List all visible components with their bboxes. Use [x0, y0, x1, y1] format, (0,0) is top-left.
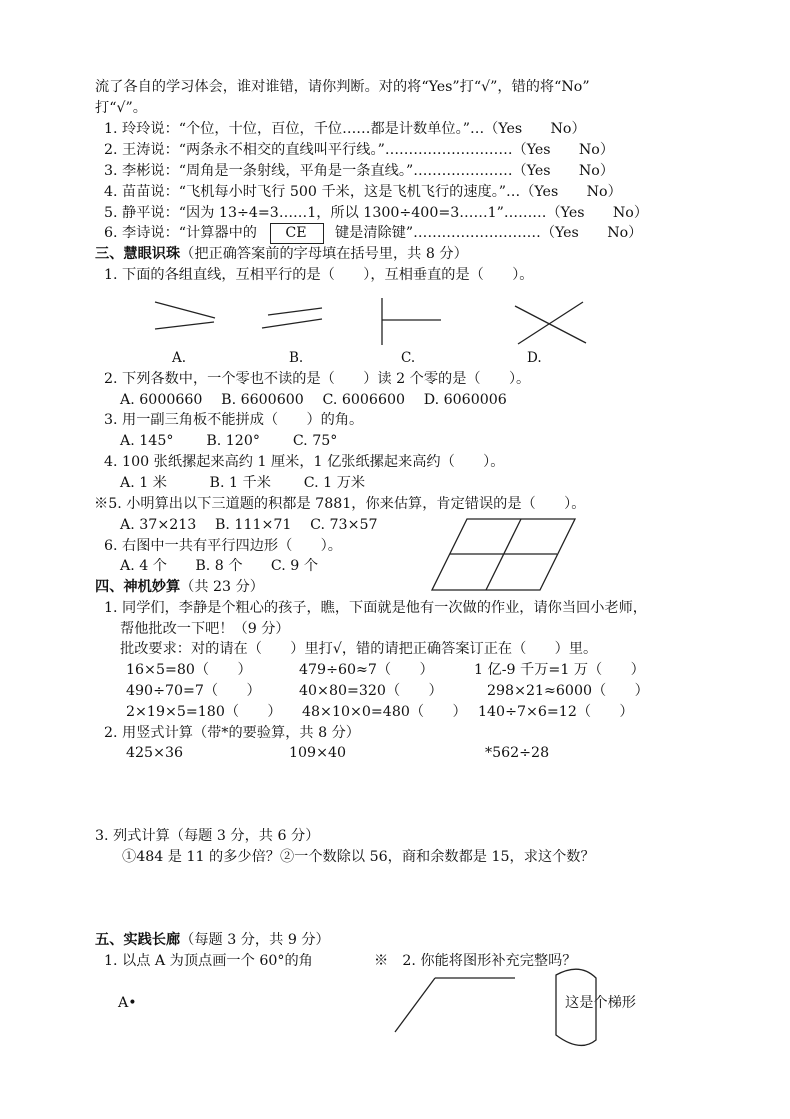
vertical-calc-item: 109×40	[289, 745, 347, 761]
question-4-3-text: ①484 是 11 的多少倍？②一个数除以 56，商和余数都是 15，求这个数？	[122, 849, 595, 865]
question-4-1-line-1: 1. 同学们，李静是个粗心的孩子，瞧，下面就是他有一次做的作业，请你当回小老师，	[104, 600, 647, 616]
calc-item: 490÷70=7（ ）	[126, 683, 261, 699]
incomplete-trapezoid	[395, 978, 515, 1032]
question-4-3: 3. 列式计算（每题 3 分，共 6 分）	[95, 828, 320, 844]
figure-label-a: A.	[172, 350, 187, 366]
question-3-4-options: A. 1 米 B. 1 千米 C. 1 万米	[120, 475, 366, 491]
section-3-note: （把正确答案前的字母填在括号里，共 8 分）	[180, 246, 468, 262]
question-5-1: 1. 以点 A 为顶点画一个 60°的角	[104, 953, 313, 969]
question-3-4: 4. 100 张纸摞起来高约 1 厘米，1 亿张纸摞起来高约（ ）。	[104, 454, 505, 470]
question-3-3: 3. 用一副三角板不能拼成（ ）的角。	[104, 412, 364, 428]
judge-item: 5. 静平说：“因为 13÷4=3……1，所以 1300÷400=3……1”………（Yes No）	[104, 205, 649, 221]
question-3-5: ※5. 小明算出以下三道题的积都是 7881，你来估算，肯定错误的是（ ）。	[94, 496, 586, 512]
question-3-2: 2. 下列各数中，一个零也不读的是（ ）读 2 个零的是（ ）。	[104, 371, 531, 387]
calc-item: 2×19×5=180（ ）	[126, 704, 282, 720]
question-4-2: 2. 用竖式计算（带*的要验算，共 8 分）	[104, 725, 360, 741]
figure-c	[382, 298, 441, 345]
judge-item: 6. 李诗说：“计算器中的 CE 键是清除键”………………………（Yes No）	[104, 225, 643, 241]
point-a-label: A•	[118, 995, 137, 1011]
question-5-2: ※ 2. 你能将图形补充完整吗？	[374, 953, 577, 969]
section-4-note: （共 23 分）	[180, 579, 264, 595]
calc-item: 48×10×0=480（ ）	[302, 704, 467, 720]
figure-b	[262, 308, 322, 328]
question-3-6-options: A. 4 个 B. 8 个 C. 9 个	[120, 558, 319, 574]
calc-item: 16×5=80（ ）	[126, 662, 252, 678]
section-5-heading	[95, 931, 330, 949]
section-3-title: 三、慧眼识珠	[95, 246, 181, 262]
figure-label-c: C.	[401, 350, 416, 366]
question-4-1-line-2: 帮他批改一下吧！（9 分）	[120, 621, 290, 637]
figure-d	[515, 302, 586, 344]
calc-item: 40×80=320（ ）	[299, 683, 443, 699]
question-4-1-line-3: 批改要求：对的请在（ ）里打√，错的请把正确答案订正在（ ）里。	[120, 641, 598, 657]
vertical-calc-item: *562÷28	[485, 745, 550, 761]
intro-line-2: 打“√”。	[95, 100, 147, 116]
question-3-1: 1. 下面的各组直线，互相平行的是（ ），互相垂直的是（ ）。	[104, 267, 534, 283]
question-3-3-options: A. 145° B. 120° C. 75°	[120, 433, 338, 449]
calc-item: 298×21≈6000（ ）	[487, 683, 649, 699]
figure-label-b: B.	[289, 350, 304, 366]
calc-item: 1 亿-9 千万=1 万（ ）	[474, 662, 645, 678]
flag-text: 这是个梯形	[565, 995, 636, 1011]
intro-line-1: 流了各自的学习体会，谁对谁错，请你判断。对的将“Yes”打“√”，错的将“No”	[95, 79, 590, 95]
question-3-6: 6. 右图中一共有平行四边形（ ）。	[104, 538, 342, 554]
question-3-2-options: A. 6000660 B. 6600600 C. 6006600 D. 6060006	[120, 392, 507, 408]
section-5-note: （每题 3 分，共 9 分）	[180, 932, 330, 948]
judge-item: 4. 苗苗说：“飞机每小时飞行 500 千米，这是飞机飞行的速度。”…（Yes No）	[104, 184, 622, 200]
parallelogram-figure	[432, 519, 575, 590]
question-3-5-options: A. 37×213 B. 111×71 C. 73×57	[120, 517, 378, 533]
section-4-heading	[95, 578, 264, 596]
calc-item: 140÷7×6=12（ ）	[478, 704, 634, 720]
section-5-title: 五、实践长廊	[95, 932, 181, 948]
calc-item: 479÷60≈7（ ）	[299, 662, 434, 678]
figure-label-d: D.	[527, 350, 542, 366]
section-4-title: 四、神机妙算	[95, 579, 181, 595]
judge-item: 1. 玲玲说：“个位，十位，百位，千位……都是计数单位。”…（Yes No）	[104, 121, 586, 137]
vertical-calc-item: 425×36	[126, 745, 184, 761]
judge-item: 2. 王涛说：“两条永不相交的直线叫平行线。”………………………（Yes No）	[104, 142, 615, 158]
figure-a	[155, 302, 215, 329]
judge-item: 3. 李彬说：“周角是一条射线，平角是一条直线。”…………………（Yes No）	[104, 163, 615, 179]
